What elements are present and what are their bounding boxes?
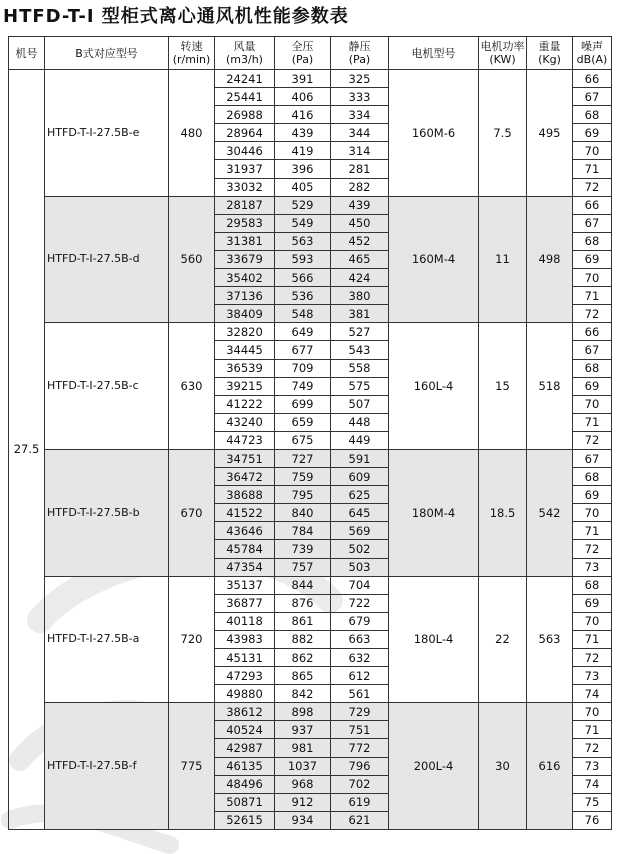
- cell-total-pressure: 865: [275, 667, 331, 685]
- cell-airflow: 35402: [215, 269, 275, 287]
- cell-jihao: 27.5: [9, 70, 45, 830]
- cell-total-pressure: 699: [275, 395, 331, 413]
- cell-total-pressure: 593: [275, 250, 331, 268]
- cell-total-pressure: 937: [275, 721, 331, 739]
- cell-noise: 67: [573, 449, 612, 467]
- cell-noise: 68: [573, 468, 612, 486]
- cell-motor: 160L-4: [389, 323, 479, 450]
- cell-total-pressure: 419: [275, 142, 331, 160]
- cell-total-pressure: 840: [275, 504, 331, 522]
- table-row: [9, 576, 612, 594]
- cell-noise: 73: [573, 558, 612, 576]
- spec-table: [8, 36, 612, 830]
- cell-total-pressure: 563: [275, 232, 331, 250]
- cell-noise: 72: [573, 431, 612, 449]
- cell-static-pressure: 722: [331, 594, 389, 612]
- cell-airflow: 36472: [215, 468, 275, 486]
- cell-power: 7.5: [479, 70, 527, 197]
- table-row: [9, 449, 612, 467]
- header-model: B式对应型号: [45, 37, 169, 70]
- cell-airflow: 28964: [215, 124, 275, 142]
- cell-noise: 72: [573, 540, 612, 558]
- cell-noise: 69: [573, 124, 612, 142]
- cell-total-pressure: 396: [275, 160, 331, 178]
- header-airflow: 风量 (m3/h): [215, 37, 275, 70]
- cell-total-pressure: 968: [275, 775, 331, 793]
- cell-noise: 67: [573, 88, 612, 106]
- cell-motor: 160M-6: [389, 70, 479, 197]
- cell-static-pressure: 561: [331, 685, 389, 703]
- table-row: [9, 323, 612, 341]
- cell-noise: 70: [573, 504, 612, 522]
- cell-static-pressure: 325: [331, 70, 389, 88]
- cell-airflow: 43983: [215, 630, 275, 648]
- cell-power: 18.5: [479, 449, 527, 576]
- cell-noise: 68: [573, 106, 612, 124]
- cell-airflow: 52615: [215, 811, 275, 829]
- cell-airflow: 40118: [215, 612, 275, 630]
- cell-airflow: 43646: [215, 522, 275, 540]
- cell-noise: 76: [573, 811, 612, 829]
- cell-noise: 70: [573, 395, 612, 413]
- cell-airflow: 41522: [215, 504, 275, 522]
- cell-noise: 69: [573, 377, 612, 395]
- header-speed: 转速 (r/min): [169, 37, 215, 70]
- cell-airflow: 38409: [215, 305, 275, 323]
- cell-motor: 200L-4: [389, 703, 479, 830]
- cell-noise: 72: [573, 649, 612, 667]
- cell-static-pressure: 621: [331, 811, 389, 829]
- cell-total-pressure: 675: [275, 431, 331, 449]
- cell-total-pressure: 677: [275, 341, 331, 359]
- cell-airflow: 38612: [215, 703, 275, 721]
- cell-total-pressure: 439: [275, 124, 331, 142]
- cell-airflow: 47354: [215, 558, 275, 576]
- cell-noise: 71: [573, 721, 612, 739]
- cell-total-pressure: 549: [275, 214, 331, 232]
- cell-total-pressure: 416: [275, 106, 331, 124]
- cell-airflow: 38688: [215, 486, 275, 504]
- cell-total-pressure: 659: [275, 413, 331, 431]
- header-power: 电机功率 (KW): [479, 37, 527, 70]
- cell-airflow: 41222: [215, 395, 275, 413]
- cell-noise: 71: [573, 630, 612, 648]
- cell-airflow: 39215: [215, 377, 275, 395]
- cell-static-pressure: 439: [331, 196, 389, 214]
- cell-noise: 70: [573, 703, 612, 721]
- cell-noise: 66: [573, 70, 612, 88]
- cell-airflow: 50871: [215, 793, 275, 811]
- cell-weight: 563: [527, 576, 573, 703]
- cell-airflow: 33679: [215, 250, 275, 268]
- cell-total-pressure: 898: [275, 703, 331, 721]
- cell-noise: 69: [573, 250, 612, 268]
- cell-total-pressure: 649: [275, 323, 331, 341]
- cell-noise: 68: [573, 359, 612, 377]
- cell-total-pressure: 876: [275, 594, 331, 612]
- cell-static-pressure: 619: [331, 793, 389, 811]
- cell-static-pressure: 449: [331, 431, 389, 449]
- header-static-pressure: 静压 (Pa): [331, 37, 389, 70]
- page-title: HTFD-T-I 型柜式离心通风机性能参数表: [3, 6, 349, 27]
- cell-model: HTFD-T-I-27.5B-b: [45, 449, 169, 576]
- cell-static-pressure: 344: [331, 124, 389, 142]
- cell-total-pressure: 912: [275, 793, 331, 811]
- cell-static-pressure: 591: [331, 449, 389, 467]
- header-motor: 电机型号: [389, 37, 479, 70]
- cell-airflow: 24241: [215, 70, 275, 88]
- cell-noise: 74: [573, 775, 612, 793]
- header-noise: 噪声 dB(A): [573, 37, 612, 70]
- cell-weight: 616: [527, 703, 573, 830]
- cell-airflow: 25441: [215, 88, 275, 106]
- cell-total-pressure: 759: [275, 468, 331, 486]
- cell-static-pressure: 314: [331, 142, 389, 160]
- cell-total-pressure: 784: [275, 522, 331, 540]
- cell-model: HTFD-T-I-27.5B-f: [45, 703, 169, 830]
- cell-static-pressure: 609: [331, 468, 389, 486]
- cell-total-pressure: 406: [275, 88, 331, 106]
- cell-power: 11: [479, 196, 527, 323]
- cell-airflow: 43240: [215, 413, 275, 431]
- cell-airflow: 34445: [215, 341, 275, 359]
- cell-noise: 67: [573, 214, 612, 232]
- cell-static-pressure: 772: [331, 739, 389, 757]
- cell-static-pressure: 334: [331, 106, 389, 124]
- cell-noise: 67: [573, 341, 612, 359]
- cell-total-pressure: 795: [275, 486, 331, 504]
- cell-weight: 498: [527, 196, 573, 323]
- cell-total-pressure: 536: [275, 287, 331, 305]
- cell-noise: 71: [573, 287, 612, 305]
- cell-noise: 71: [573, 522, 612, 540]
- cell-motor: 160M-4: [389, 196, 479, 323]
- cell-static-pressure: 663: [331, 630, 389, 648]
- cell-static-pressure: 632: [331, 649, 389, 667]
- cell-noise: 71: [573, 160, 612, 178]
- cell-total-pressure: 861: [275, 612, 331, 630]
- cell-total-pressure: 842: [275, 685, 331, 703]
- cell-airflow: 49880: [215, 685, 275, 703]
- cell-total-pressure: 882: [275, 630, 331, 648]
- cell-speed: 775: [169, 703, 215, 830]
- cell-total-pressure: 749: [275, 377, 331, 395]
- cell-total-pressure: 862: [275, 649, 331, 667]
- cell-model: HTFD-T-I-27.5B-a: [45, 576, 169, 703]
- table-row: [9, 70, 612, 88]
- cell-airflow: 36539: [215, 359, 275, 377]
- cell-static-pressure: 450: [331, 214, 389, 232]
- table-row: [9, 703, 612, 721]
- header-weight: 重量 (Kg): [527, 37, 573, 70]
- cell-static-pressure: 502: [331, 540, 389, 558]
- cell-speed: 720: [169, 576, 215, 703]
- cell-static-pressure: 575: [331, 377, 389, 395]
- cell-static-pressure: 751: [331, 721, 389, 739]
- cell-static-pressure: 625: [331, 486, 389, 504]
- cell-airflow: 37136: [215, 287, 275, 305]
- cell-total-pressure: 934: [275, 811, 331, 829]
- cell-noise: 68: [573, 232, 612, 250]
- cell-weight: 542: [527, 449, 573, 576]
- cell-static-pressure: 281: [331, 160, 389, 178]
- cell-static-pressure: 333: [331, 88, 389, 106]
- cell-airflow: 29583: [215, 214, 275, 232]
- cell-airflow: 47293: [215, 667, 275, 685]
- cell-noise: 73: [573, 757, 612, 775]
- cell-total-pressure: 1037: [275, 757, 331, 775]
- cell-airflow: 26988: [215, 106, 275, 124]
- cell-total-pressure: 709: [275, 359, 331, 377]
- cell-power: 30: [479, 703, 527, 830]
- cell-noise: 73: [573, 667, 612, 685]
- cell-static-pressure: 452: [331, 232, 389, 250]
- cell-power: 15: [479, 323, 527, 450]
- cell-total-pressure: 566: [275, 269, 331, 287]
- cell-airflow: 35137: [215, 576, 275, 594]
- cell-static-pressure: 612: [331, 667, 389, 685]
- cell-airflow: 31381: [215, 232, 275, 250]
- cell-noise: 71: [573, 413, 612, 431]
- cell-airflow: 32820: [215, 323, 275, 341]
- cell-total-pressure: 548: [275, 305, 331, 323]
- cell-airflow: 34751: [215, 449, 275, 467]
- cell-airflow: 33032: [215, 178, 275, 196]
- cell-speed: 560: [169, 196, 215, 323]
- cell-airflow: 40524: [215, 721, 275, 739]
- cell-motor: 180M-4: [389, 449, 479, 576]
- cell-static-pressure: 282: [331, 178, 389, 196]
- table-row: [9, 196, 612, 214]
- cell-static-pressure: 702: [331, 775, 389, 793]
- cell-noise: 74: [573, 685, 612, 703]
- cell-airflow: 44723: [215, 431, 275, 449]
- cell-noise: 72: [573, 178, 612, 196]
- cell-static-pressure: 465: [331, 250, 389, 268]
- cell-total-pressure: 391: [275, 70, 331, 88]
- cell-speed: 480: [169, 70, 215, 197]
- cell-static-pressure: 543: [331, 341, 389, 359]
- cell-static-pressure: 381: [331, 305, 389, 323]
- cell-static-pressure: 679: [331, 612, 389, 630]
- cell-speed: 670: [169, 449, 215, 576]
- cell-noise: 72: [573, 739, 612, 757]
- cell-static-pressure: 558: [331, 359, 389, 377]
- cell-speed: 630: [169, 323, 215, 450]
- cell-airflow: 36877: [215, 594, 275, 612]
- cell-static-pressure: 645: [331, 504, 389, 522]
- cell-noise: 70: [573, 612, 612, 630]
- cell-motor: 180L-4: [389, 576, 479, 703]
- cell-total-pressure: 757: [275, 558, 331, 576]
- cell-static-pressure: 796: [331, 757, 389, 775]
- cell-static-pressure: 424: [331, 269, 389, 287]
- cell-total-pressure: 529: [275, 196, 331, 214]
- cell-noise: 72: [573, 305, 612, 323]
- cell-airflow: 31937: [215, 160, 275, 178]
- cell-power: 22: [479, 576, 527, 703]
- cell-noise: 70: [573, 142, 612, 160]
- cell-weight: 518: [527, 323, 573, 450]
- table-header-row: [9, 37, 612, 70]
- cell-airflow: 48496: [215, 775, 275, 793]
- cell-model: HTFD-T-I-27.5B-e: [45, 70, 169, 197]
- header-jihao: 机号: [9, 37, 45, 70]
- cell-total-pressure: 405: [275, 178, 331, 196]
- cell-weight: 495: [527, 70, 573, 197]
- cell-airflow: 45131: [215, 649, 275, 667]
- cell-airflow: 30446: [215, 142, 275, 160]
- cell-total-pressure: 981: [275, 739, 331, 757]
- cell-total-pressure: 727: [275, 449, 331, 467]
- cell-noise: 70: [573, 269, 612, 287]
- cell-noise: 66: [573, 323, 612, 341]
- cell-airflow: 45784: [215, 540, 275, 558]
- cell-total-pressure: 739: [275, 540, 331, 558]
- cell-model: HTFD-T-I-27.5B-c: [45, 323, 169, 450]
- cell-model: HTFD-T-I-27.5B-d: [45, 196, 169, 323]
- cell-static-pressure: 704: [331, 576, 389, 594]
- cell-airflow: 46135: [215, 757, 275, 775]
- cell-static-pressure: 729: [331, 703, 389, 721]
- table-body: [9, 70, 612, 830]
- cell-total-pressure: 844: [275, 576, 331, 594]
- cell-noise: 69: [573, 594, 612, 612]
- cell-static-pressure: 507: [331, 395, 389, 413]
- cell-airflow: 42987: [215, 739, 275, 757]
- cell-static-pressure: 527: [331, 323, 389, 341]
- cell-noise: 75: [573, 793, 612, 811]
- cell-static-pressure: 569: [331, 522, 389, 540]
- cell-static-pressure: 380: [331, 287, 389, 305]
- cell-noise: 69: [573, 486, 612, 504]
- cell-static-pressure: 448: [331, 413, 389, 431]
- cell-noise: 68: [573, 576, 612, 594]
- header-total-pressure: 全压 (Pa): [275, 37, 331, 70]
- cell-static-pressure: 503: [331, 558, 389, 576]
- cell-noise: 66: [573, 196, 612, 214]
- cell-airflow: 28187: [215, 196, 275, 214]
